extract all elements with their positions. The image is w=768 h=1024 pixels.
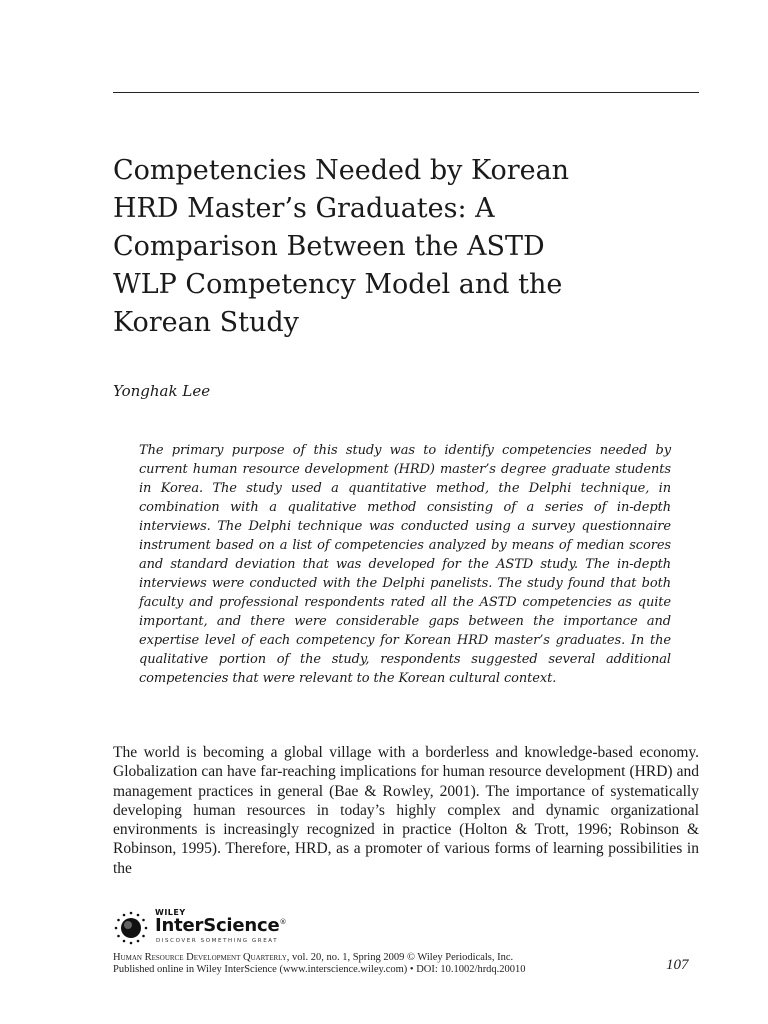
journal-name: Human Resource Development Quarterly [113, 952, 287, 963]
logo-brand-text [155, 915, 286, 936]
article-title [113, 152, 673, 342]
title-line-3: Comparison Between the ASTD [113, 231, 545, 262]
online-publication-note: Published online in Wiley InterScience (www.interscience.wiley.com) • DOI: 10.1002/hrdq.20010 [113, 964, 526, 975]
dotted-globe-icon [113, 910, 149, 946]
title-line-5: Korean Study [113, 307, 299, 338]
title-line-4: WLP Competency Model and the [113, 269, 563, 300]
citation-details: , vol. 20, no. 1, Spring 2009 © Wiley Periodicals, Inc. [286, 952, 514, 963]
abstract: The primary purpose of this study was to identify competencies needed by current human resource development (HRD) master’s degree graduate students in Korea. The study used a quantitative method, the Delphi technique, in combination with a qualitative method consisting of a series of in-depth interviews. The Delphi technique was conducted using a survey questionnaire instrument based on a list of competencies analyzed by means of median scores and standard deviation that was developed for the ASTD study. The in-depth interviews were conducted with the Delphi panelists. The study found that both faculty and professional respondents rated all the ASTD competencies as quite important, and there were considerable gaps between the importance and expertise level of each competency for Korean HRD master’s graduates. In the qualitative portion of the study, respondents suggested several additional competencies that were relevant to the Korean cultural context. [139, 443, 671, 686]
top-rule [113, 92, 699, 93]
registered-mark: ® [279, 918, 287, 926]
logo-wiley-text: WILEY [155, 908, 186, 917]
page-number: 107 [666, 957, 689, 973]
author-name: Yonghak Lee [113, 382, 211, 400]
footer-citation [113, 952, 613, 976]
logo-tagline: DISCOVER SOMETHING GREAT [156, 938, 279, 944]
logo-brand-name: InterScience [155, 915, 280, 936]
body-paragraph: The world is becoming a global village with a borderless and knowledge-based economy. Globalization can have far-reaching implications for human resource development (HRD) and management practices in general (Bae & Rowley, 2001). The importance of systematically developing human resources in today’s highly complex and dynamic organizational environments is increasingly recognized in practice (Holton & Trott, 1996; Robinson & Robinson, 1995). Therefore, HRD, as a promoter of various forms of learning possibilities in the [113, 744, 699, 877]
title-line-2: HRD Master’s Graduates: A [113, 193, 495, 224]
title-line-1: Competencies Needed by Korean [113, 155, 570, 186]
wiley-interscience-logo[interactable] [113, 908, 323, 948]
